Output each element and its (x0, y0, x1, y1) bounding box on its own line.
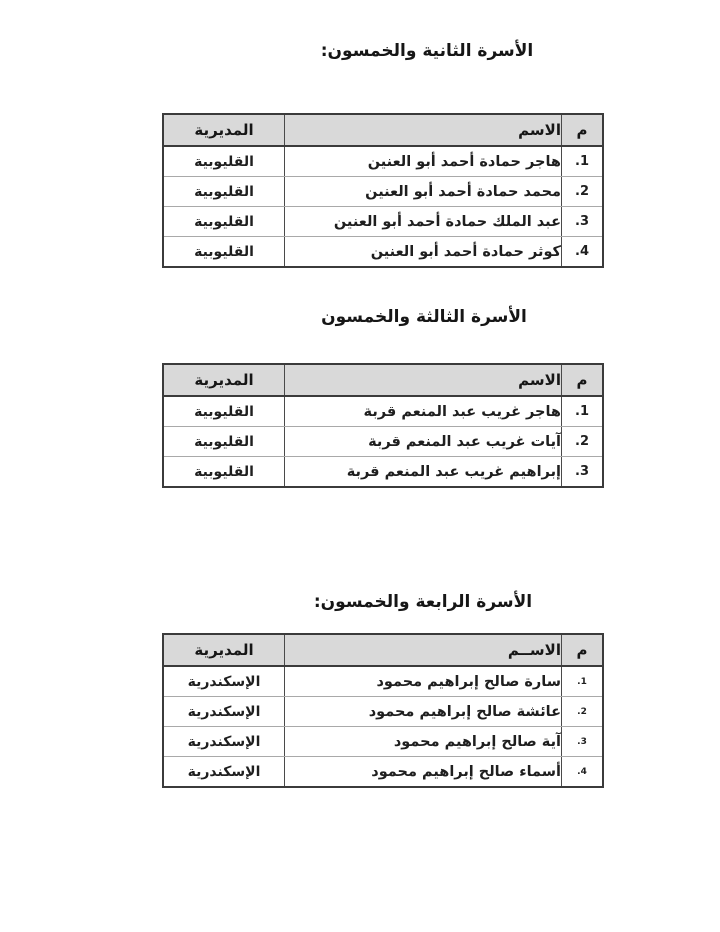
cell-name: كوثر حمادة أحمد أبو العنين (285, 237, 562, 268)
header-cell-name: الاسم (285, 364, 562, 396)
table-row (163, 237, 603, 268)
cell-name: محمد حمادة أحمد أبو العنين (285, 177, 562, 207)
cell-name: عبد الملك حمادة أحمد أبو العنين (285, 207, 562, 237)
table-header-row (163, 364, 603, 396)
table-row (163, 396, 603, 427)
cell-index: .2 (562, 697, 604, 727)
table-row (163, 457, 603, 488)
header-cell-directorate: المديرية (163, 634, 285, 666)
family-table-53 (162, 363, 604, 488)
cell-index: .4 (562, 757, 604, 788)
cell-directorate: القليوبية (163, 146, 285, 177)
section-title-family-53: الأسرة الثالثة والخمسون (321, 307, 527, 327)
table-row (163, 697, 603, 727)
header-cell-index: م (562, 364, 604, 396)
cell-index: .3 (562, 727, 604, 757)
cell-name: هاجر حمادة أحمد أبو العنين (285, 146, 562, 177)
cell-directorate: الإسكندرية (163, 757, 285, 788)
header-cell-name: الاســم (285, 634, 562, 666)
table-header-row (163, 634, 603, 666)
cell-directorate: القليوبية (163, 457, 285, 488)
cell-directorate: القليوبية (163, 207, 285, 237)
cell-name: آية صالح إبراهيم محمود (285, 727, 562, 757)
cell-directorate: القليوبية (163, 427, 285, 457)
cell-index: .1 (562, 146, 604, 177)
cell-name: سارة صالح إبراهيم محمود (285, 666, 562, 697)
table-header-row (163, 114, 603, 146)
cell-index: .2 (562, 177, 604, 207)
header-cell-index: م (562, 114, 604, 146)
section-title-family-52: الأسرة الثانية والخمسون: (320, 41, 534, 61)
cell-directorate: الإسكندرية (163, 666, 285, 697)
table-row (163, 427, 603, 457)
cell-name: أسماء صالح إبراهيم محمود (285, 757, 562, 788)
cell-index: .4 (562, 237, 604, 268)
cell-directorate: القليوبية (163, 177, 285, 207)
table-row (163, 146, 603, 177)
table-row (163, 207, 603, 237)
table-row (163, 757, 603, 788)
header-cell-index: م (562, 634, 604, 666)
cell-index: .3 (562, 207, 604, 237)
cell-name: عائشة صالح إبراهيم محمود (285, 697, 562, 727)
cell-index: .1 (562, 666, 604, 697)
cell-index: .1 (562, 396, 604, 427)
cell-name: هاجر غريب عبد المنعم قربة (285, 396, 562, 427)
cell-index: .3 (562, 457, 604, 488)
header-cell-name: الاسم (285, 114, 562, 146)
section-title-family-54: الأسرة الرابعة والخمسون: (313, 592, 533, 612)
table-row (163, 666, 603, 697)
cell-directorate: الإسكندرية (163, 697, 285, 727)
cell-name: إبراهيم غريب عبد المنعم قربة (285, 457, 562, 488)
family-table-52 (162, 113, 604, 268)
cell-index: .2 (562, 427, 604, 457)
family-table-54 (162, 633, 604, 788)
table-row (163, 177, 603, 207)
header-cell-directorate: المديرية (163, 114, 285, 146)
table-row (163, 727, 603, 757)
header-cell-directorate: المديرية (163, 364, 285, 396)
cell-directorate: القليوبية (163, 237, 285, 268)
cell-name: آيات غريب عبد المنعم قربة (285, 427, 562, 457)
cell-directorate: القليوبية (163, 396, 285, 427)
cell-directorate: الإسكندرية (163, 727, 285, 757)
